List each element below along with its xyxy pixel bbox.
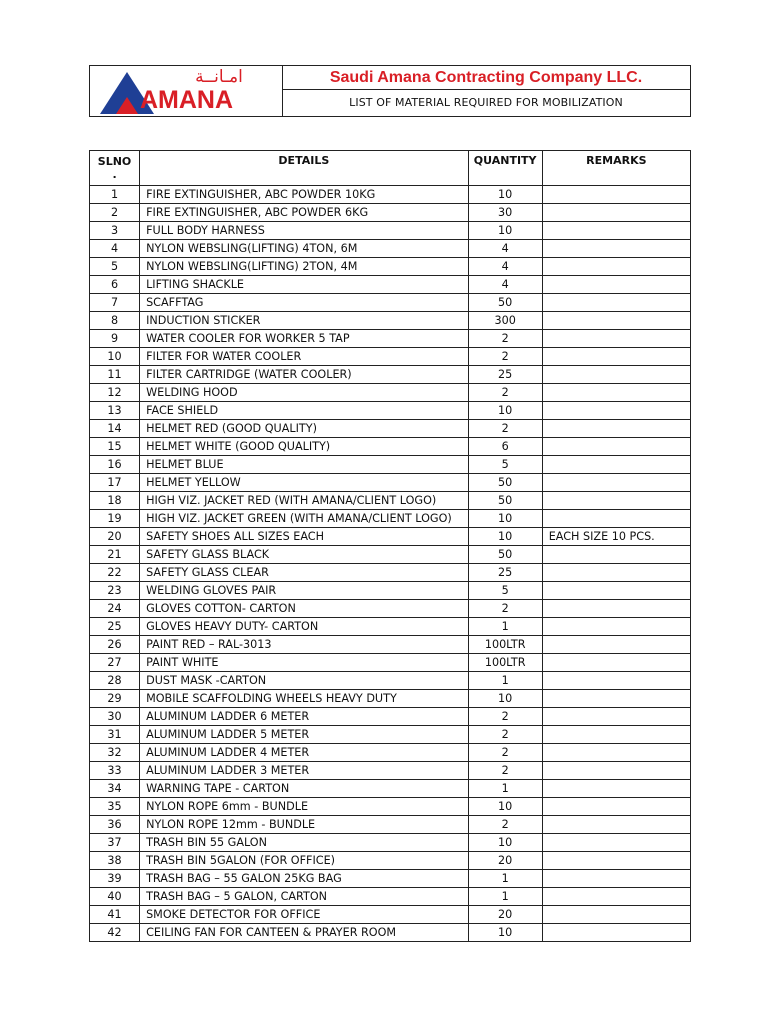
cell-remarks xyxy=(542,546,690,564)
cell-quantity: 20 xyxy=(468,852,542,870)
table-row xyxy=(90,798,691,816)
cell-slno: 39 xyxy=(90,870,140,888)
table-row xyxy=(90,528,691,546)
table-row xyxy=(90,744,691,762)
cell-quantity: 20 xyxy=(468,906,542,924)
cell-remarks: EACH SIZE 10 PCS. xyxy=(542,528,690,546)
table-row xyxy=(90,924,691,942)
cell-details: WELDING GLOVES PAIR xyxy=(140,582,469,600)
cell-remarks xyxy=(542,510,690,528)
cell-quantity: 30 xyxy=(468,204,542,222)
table-row xyxy=(90,510,691,528)
cell-details: WELDING HOOD xyxy=(140,384,469,402)
table-row xyxy=(90,654,691,672)
cell-slno: 11 xyxy=(90,366,140,384)
table-row xyxy=(90,366,691,384)
table-row xyxy=(90,852,691,870)
cell-quantity: 2 xyxy=(468,762,542,780)
table-row xyxy=(90,618,691,636)
cell-details: PAINT RED – RAL-3013 xyxy=(140,636,469,654)
cell-details: SAFETY SHOES ALL SIZES EACH xyxy=(140,528,469,546)
cell-remarks xyxy=(542,870,690,888)
cell-details: HELMET YELLOW xyxy=(140,474,469,492)
cell-details: FACE SHIELD xyxy=(140,402,469,420)
cell-details: PAINT WHITE xyxy=(140,654,469,672)
cell-details: INDUCTION STICKER xyxy=(140,312,469,330)
cell-quantity: 1 xyxy=(468,618,542,636)
cell-details: CEILING FAN FOR CANTEEN & PRAYER ROOM xyxy=(140,924,469,942)
cell-remarks xyxy=(542,564,690,582)
cell-quantity: 10 xyxy=(468,186,542,204)
cell-details: FILTER CARTRIDGE (WATER COOLER) xyxy=(140,366,469,384)
table-row xyxy=(90,474,691,492)
cell-details: NYLON ROPE 6mm - BUNDLE xyxy=(140,798,469,816)
cell-remarks xyxy=(542,762,690,780)
cell-remarks xyxy=(542,744,690,762)
cell-details: SCAFFTAG xyxy=(140,294,469,312)
cell-remarks xyxy=(542,600,690,618)
cell-slno: 42 xyxy=(90,924,140,942)
cell-slno: 36 xyxy=(90,816,140,834)
cell-details: GLOVES HEAVY DUTY- CARTON xyxy=(140,618,469,636)
cell-remarks xyxy=(542,186,690,204)
cell-slno: 4 xyxy=(90,240,140,258)
cell-remarks xyxy=(542,672,690,690)
column-header-details: DETAILS xyxy=(140,151,469,186)
cell-details: ALUMINUM LADDER 3 METER xyxy=(140,762,469,780)
cell-quantity: 5 xyxy=(468,582,542,600)
cell-slno: 5 xyxy=(90,258,140,276)
cell-remarks xyxy=(542,690,690,708)
cell-quantity: 10 xyxy=(468,798,542,816)
cell-remarks xyxy=(542,888,690,906)
cell-slno: 18 xyxy=(90,492,140,510)
cell-quantity: 50 xyxy=(468,492,542,510)
table-row xyxy=(90,204,691,222)
table-row xyxy=(90,384,691,402)
column-header-slno: SLNO . xyxy=(90,151,140,186)
table-row xyxy=(90,906,691,924)
cell-details: ALUMINUM LADDER 5 METER xyxy=(140,726,469,744)
cell-quantity: 4 xyxy=(468,276,542,294)
cell-slno: 23 xyxy=(90,582,140,600)
cell-remarks xyxy=(542,924,690,942)
cell-slno: 20 xyxy=(90,528,140,546)
cell-slno: 10 xyxy=(90,348,140,366)
cell-quantity: 2 xyxy=(468,816,542,834)
cell-details: MOBILE SCAFFOLDING WHEELS HEAVY DUTY xyxy=(140,690,469,708)
company-logo xyxy=(90,66,283,116)
cell-details: NYLON WEBSLING(LIFTING) 4TON, 6M xyxy=(140,240,469,258)
table-row xyxy=(90,222,691,240)
cell-quantity: 2 xyxy=(468,420,542,438)
cell-slno: 40 xyxy=(90,888,140,906)
cell-quantity: 50 xyxy=(468,474,542,492)
cell-remarks xyxy=(542,456,690,474)
cell-slno: 21 xyxy=(90,546,140,564)
cell-slno: 9 xyxy=(90,330,140,348)
table-row xyxy=(90,330,691,348)
cell-details: FULL BODY HARNESS xyxy=(140,222,469,240)
table-row xyxy=(90,240,691,258)
materials-table xyxy=(89,150,691,942)
cell-slno: 33 xyxy=(90,762,140,780)
column-header-quantity: QUANTITY xyxy=(468,151,542,186)
cell-remarks xyxy=(542,834,690,852)
cell-slno: 32 xyxy=(90,744,140,762)
cell-quantity: 10 xyxy=(468,510,542,528)
cell-slno: 19 xyxy=(90,510,140,528)
cell-remarks xyxy=(542,654,690,672)
cell-slno: 7 xyxy=(90,294,140,312)
table-row xyxy=(90,456,691,474)
table-row xyxy=(90,492,691,510)
cell-remarks xyxy=(542,384,690,402)
table-row xyxy=(90,834,691,852)
cell-remarks xyxy=(542,618,690,636)
cell-quantity: 10 xyxy=(468,924,542,942)
table-row xyxy=(90,690,691,708)
table-row xyxy=(90,186,691,204)
cell-slno: 29 xyxy=(90,690,140,708)
cell-remarks xyxy=(542,816,690,834)
cell-quantity: 2 xyxy=(468,726,542,744)
cell-details: NYLON ROPE 12mm - BUNDLE xyxy=(140,816,469,834)
table-row xyxy=(90,636,691,654)
cell-details: NYLON WEBSLING(LIFTING) 2TON, 4M xyxy=(140,258,469,276)
cell-quantity: 300 xyxy=(468,312,542,330)
cell-quantity: 10 xyxy=(468,690,542,708)
cell-remarks xyxy=(542,312,690,330)
cell-slno: 22 xyxy=(90,564,140,582)
cell-remarks xyxy=(542,852,690,870)
table-row xyxy=(90,708,691,726)
cell-remarks xyxy=(542,294,690,312)
cell-quantity: 5 xyxy=(468,456,542,474)
cell-quantity: 2 xyxy=(468,744,542,762)
cell-details: TRASH BIN 5GALON (FOR OFFICE) xyxy=(140,852,469,870)
table-row xyxy=(90,258,691,276)
cell-details: HELMET RED (GOOD QUALITY) xyxy=(140,420,469,438)
cell-remarks xyxy=(542,438,690,456)
cell-remarks xyxy=(542,330,690,348)
table-row xyxy=(90,600,691,618)
table-header-row xyxy=(90,151,691,186)
cell-details: WARNING TAPE - CARTON xyxy=(140,780,469,798)
cell-remarks xyxy=(542,492,690,510)
table-row xyxy=(90,348,691,366)
cell-slno: 28 xyxy=(90,672,140,690)
cell-quantity: 1 xyxy=(468,888,542,906)
table-row xyxy=(90,438,691,456)
table-row xyxy=(90,870,691,888)
cell-details: HELMET WHITE (GOOD QUALITY) xyxy=(140,438,469,456)
cell-details: SAFETY GLASS BLACK xyxy=(140,546,469,564)
cell-quantity: 10 xyxy=(468,402,542,420)
cell-remarks xyxy=(542,204,690,222)
cell-quantity: 2 xyxy=(468,330,542,348)
cell-quantity: 25 xyxy=(468,366,542,384)
cell-slno: 15 xyxy=(90,438,140,456)
cell-slno: 41 xyxy=(90,906,140,924)
cell-quantity: 10 xyxy=(468,528,542,546)
table-row xyxy=(90,672,691,690)
cell-remarks xyxy=(542,348,690,366)
cell-details: HIGH VIZ. JACKET RED (WITH AMANA/CLIENT LOGO) xyxy=(140,492,469,510)
cell-details: ALUMINUM LADDER 6 METER xyxy=(140,708,469,726)
table-row xyxy=(90,780,691,798)
cell-slno: 31 xyxy=(90,726,140,744)
cell-quantity: 6 xyxy=(468,438,542,456)
cell-remarks xyxy=(542,222,690,240)
cell-slno: 30 xyxy=(90,708,140,726)
cell-remarks xyxy=(542,276,690,294)
cell-slno: 17 xyxy=(90,474,140,492)
cell-slno: 27 xyxy=(90,654,140,672)
cell-details: LIFTING SHACKLE xyxy=(140,276,469,294)
cell-remarks xyxy=(542,402,690,420)
cell-slno: 34 xyxy=(90,780,140,798)
cell-details: TRASH BIN 55 GALON xyxy=(140,834,469,852)
cell-quantity: 1 xyxy=(468,870,542,888)
column-header-remarks: REMARKS xyxy=(542,151,690,186)
cell-details: FIRE EXTINGUISHER, ABC POWDER 10KG xyxy=(140,186,469,204)
cell-slno: 16 xyxy=(90,456,140,474)
cell-slno: 38 xyxy=(90,852,140,870)
table-row xyxy=(90,816,691,834)
cell-quantity: 50 xyxy=(468,546,542,564)
cell-remarks xyxy=(542,366,690,384)
table-row xyxy=(90,564,691,582)
table-row xyxy=(90,312,691,330)
cell-remarks xyxy=(542,420,690,438)
cell-slno: 37 xyxy=(90,834,140,852)
cell-slno: 35 xyxy=(90,798,140,816)
cell-slno: 6 xyxy=(90,276,140,294)
cell-quantity: 100LTR xyxy=(468,636,542,654)
company-name: Saudi Amana Contracting Company LLC. xyxy=(282,66,690,90)
document-title: LIST OF MATERIAL REQUIRED FOR MOBILIZATION xyxy=(349,96,623,109)
cell-remarks xyxy=(542,708,690,726)
cell-details: HELMET BLUE xyxy=(140,456,469,474)
table-row xyxy=(90,762,691,780)
cell-slno: 3 xyxy=(90,222,140,240)
cell-slno: 2 xyxy=(90,204,140,222)
cell-slno: 14 xyxy=(90,420,140,438)
cell-slno: 24 xyxy=(90,600,140,618)
cell-quantity: 2 xyxy=(468,600,542,618)
cell-quantity: 25 xyxy=(468,564,542,582)
cell-details: DUST MASK -CARTON xyxy=(140,672,469,690)
cell-quantity: 50 xyxy=(468,294,542,312)
cell-remarks xyxy=(542,636,690,654)
table-row xyxy=(90,726,691,744)
cell-details: GLOVES COTTON- CARTON xyxy=(140,600,469,618)
cell-details: ALUMINUM LADDER 4 METER xyxy=(140,744,469,762)
cell-quantity: 4 xyxy=(468,240,542,258)
cell-remarks xyxy=(542,780,690,798)
cell-quantity: 4 xyxy=(468,258,542,276)
cell-details: SMOKE DETECTOR FOR OFFICE xyxy=(140,906,469,924)
table-row xyxy=(90,294,691,312)
table-row xyxy=(90,402,691,420)
logo-arabic-text: امـانــة xyxy=(195,67,243,87)
cell-quantity: 10 xyxy=(468,222,542,240)
table-row xyxy=(90,276,691,294)
cell-quantity: 2 xyxy=(468,384,542,402)
cell-remarks xyxy=(542,240,690,258)
cell-quantity: 10 xyxy=(468,834,542,852)
document-header xyxy=(89,65,691,117)
cell-remarks xyxy=(542,474,690,492)
cell-quantity: 1 xyxy=(468,672,542,690)
table-row xyxy=(90,582,691,600)
table-row xyxy=(90,546,691,564)
cell-slno: 1 xyxy=(90,186,140,204)
cell-slno: 12 xyxy=(90,384,140,402)
cell-quantity: 1 xyxy=(468,780,542,798)
cell-remarks xyxy=(542,582,690,600)
cell-remarks xyxy=(542,906,690,924)
logo-latin-text: AMANA xyxy=(140,86,234,114)
cell-details: TRASH BAG – 5 GALON, CARTON xyxy=(140,888,469,906)
cell-remarks xyxy=(542,798,690,816)
cell-remarks xyxy=(542,726,690,744)
table-row xyxy=(90,420,691,438)
cell-quantity: 2 xyxy=(468,348,542,366)
table-row xyxy=(90,888,691,906)
cell-slno: 13 xyxy=(90,402,140,420)
cell-slno: 8 xyxy=(90,312,140,330)
cell-quantity: 100LTR xyxy=(468,654,542,672)
cell-details: WATER COOLER FOR WORKER 5 TAP xyxy=(140,330,469,348)
cell-slno: 26 xyxy=(90,636,140,654)
cell-remarks xyxy=(542,258,690,276)
cell-details: FIRE EXTINGUISHER, ABC POWDER 6KG xyxy=(140,204,469,222)
cell-quantity: 2 xyxy=(468,708,542,726)
cell-details: SAFETY GLASS CLEAR xyxy=(140,564,469,582)
cell-details: HIGH VIZ. JACKET GREEN (WITH AMANA/CLIENT LOGO) xyxy=(140,510,469,528)
cell-details: FILTER FOR WATER COOLER xyxy=(140,348,469,366)
cell-slno: 25 xyxy=(90,618,140,636)
cell-details: TRASH BAG – 55 GALON 25KG BAG xyxy=(140,870,469,888)
